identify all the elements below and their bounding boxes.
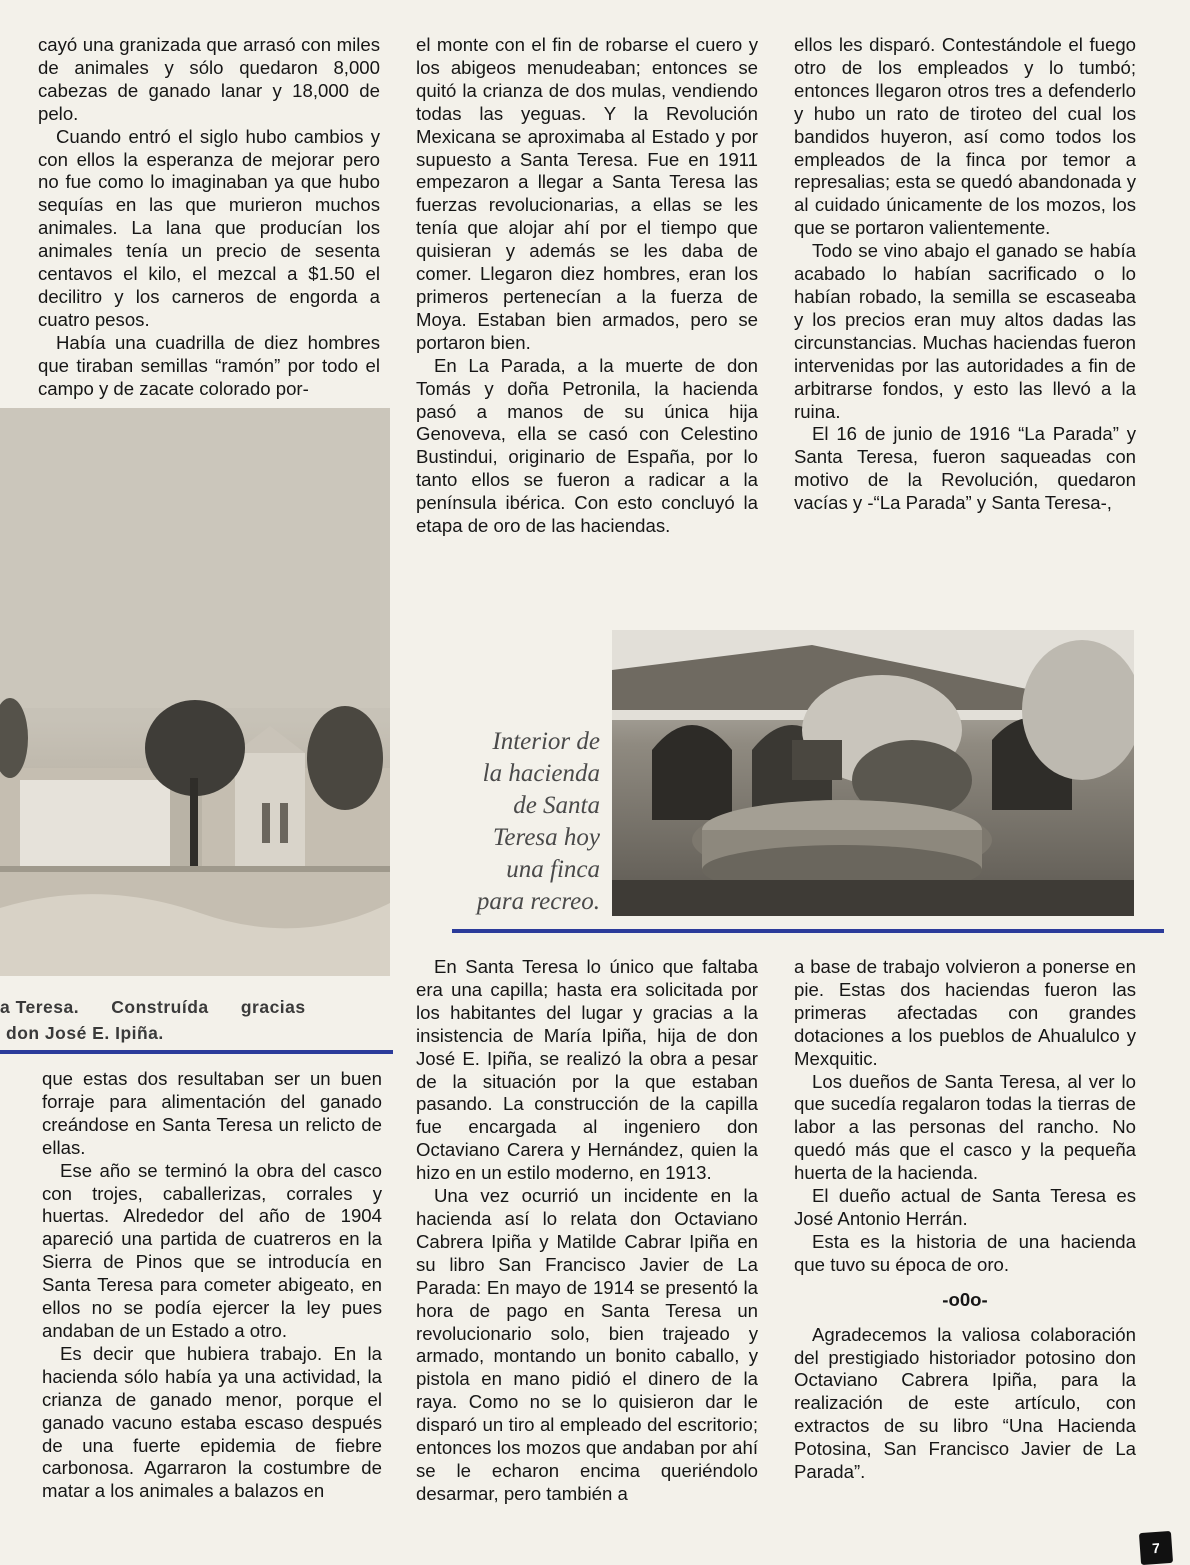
column-3-bottom bbox=[794, 956, 1136, 1484]
caption-line: Teresa hoy bbox=[492, 824, 600, 851]
paragraph: que estas dos resultaban ser un buen forraje para alimentación del ganado creándose en Santa Teresa un relicto de ellas. bbox=[42, 1068, 382, 1158]
paragraph: ellos les disparó. Contestándole el fuego otro de los empleados y lo tumbó; entonces llegaron otros tres a defenderlo y hubo un rato de tiroteo del cual los bandidos huyeron, así como todos los empleados de la finca por temor a represalias; esta se quedó abandonada y al cuidado únicamente de los mozos, los que se portaron valientemente. bbox=[794, 34, 1136, 239]
caption-word: gracias bbox=[240, 997, 306, 1017]
paragraph: Esta es la historia de una hacienda que tuvo su época de oro. bbox=[794, 1230, 1136, 1275]
paragraph: Había una cuadrilla de diez hombres que tiraban semillas “ramón” por todo el campo y de zacate colorado por- bbox=[38, 331, 380, 399]
acknowledgement-paragraph: Agradecemos la valiosa colaboración del prestigiado historiador potosino don Octaviano Cabrera Ipiña, para la realización de este artículo, con extractos de su libro “Una Hacienda Potosina, San Francisco Javier de La Parada”. bbox=[794, 1323, 1136, 1483]
caption-line bbox=[0, 994, 385, 1020]
paragraph: En La Parada, a la muerte de don Tomás y doña Petronila, la hacienda pasó a manos de su única hija Genoveva, ella se casó con Celestino Bustindui, originario de España, por lo tanto ellos se fueron a radicar a la península ibérica. Con esto concluyó la etapa de oro de las haciendas. bbox=[416, 354, 758, 537]
paragraph: El dueño actual de Santa Teresa es José Antonio Herrán. bbox=[794, 1185, 1136, 1229]
paragraph: cayó una granizada que arrasó con miles de animales y sólo quedaron 8,000 cabezas de ganado lanar y 18,000 de pelo. bbox=[38, 34, 380, 124]
paragraph: Cuando entró el siglo hubo cambios y con ellos la esperanza de mejorar pero no fue como lo imaginaban ya que hubo sequías en las que murieron muchos animales. La lana que producían los animales tenía un precio de sesenta centavos el kilo, el mezcal a $1.50 el decilitro y los carneros de engorda a cuatro pesos. bbox=[38, 125, 380, 330]
paragraph: a base de trabajo volvieron a ponerse en pie. Estas dos haciendas fueron las primeras afectadas con grandes dotaciones a los pueblos de Ahualulco y Mexquitic. bbox=[794, 956, 1136, 1069]
caption-line: la hacienda bbox=[482, 760, 600, 787]
exterior-photo-caption bbox=[0, 994, 385, 1046]
column-1-top bbox=[38, 34, 380, 401]
caption-line: de Santa bbox=[513, 792, 600, 819]
interior-photo-caption bbox=[440, 726, 600, 918]
caption-line: Interior de bbox=[492, 728, 600, 755]
courtyard-fountain-illustration bbox=[612, 630, 1134, 916]
caption-line: para recreo. bbox=[476, 888, 600, 915]
caption-word: a Teresa. bbox=[0, 997, 80, 1017]
hacienda-interior-photo bbox=[612, 630, 1134, 916]
caption-line: una finca bbox=[506, 856, 600, 883]
divider-rule bbox=[0, 1050, 393, 1054]
paragraph: En Santa Teresa lo único que faltaba era una capilla; hasta era solicitada por los habitantes del lugar y gracias a la insistencia de María Ipiña, hija de don José E. Ipiña, se realizó la obra a pesar de la situación por la que estaban pasando. La construcción de la capilla fue encargada al ingeniero don Octaviano Carera y Hernández, quien la hizo en un estilo moderno, en 1913. bbox=[416, 956, 758, 1184]
section-separator: -o0o- bbox=[942, 1288, 988, 1310]
paragraph: el monte con el fin de robarse el cuero y los abigeos menudeaban; entonces se quitó la crianza de dos mulas, vendiendo todas las yeguas. Y la Revolución Mexicana se aproximaba al Estado y por supuesto a Santa Teresa. Fue en 1911 empezaron a llegar a Santa Teresa las fuerzas revolucionarias, a ellas se les tenía que alojar ahí por el tiempo que quisieran y además se les daba de comer. Llegaron diez hombres, eran los primeros pertenecían a la fuerza de Moya. Estaban bien armados, pero se portaron bien. bbox=[416, 34, 758, 353]
paragraph: El 16 de junio de 1916 “La Parada” y Santa Teresa, fueron saqueadas con motivo de la Revolución, quedaron vacías y -“La Parada” y Santa Teresa-, bbox=[794, 423, 1136, 514]
paragraph: Todo se vino abajo el ganado se había acabado lo habían sacrificado o lo habían robado, la semilla se escaseaba y los precios eran muy altos dadas las circunstancias. Muchas haciendas fueron intervenidas por las autoridades a fin de arbitrarse fondos, y esto las llevó a la ruina. bbox=[794, 240, 1136, 422]
column-3-top bbox=[794, 34, 1136, 515]
column-1-bottom bbox=[42, 1068, 382, 1503]
paragraph: Es decir que hubiera trabajo. En la hacienda sólo había ya una actividad, la crianza de ganado menor, porque el ganado vacuno estaba escaso después de una fuerte epidemia de fiebre carbonosa. Agarraron la costumbre de matar a los animales a balazos en bbox=[42, 1342, 382, 1502]
divider-rule bbox=[452, 929, 1164, 933]
paragraph: Ese año se terminó la obra del casco con trojes, caballerizas, corrales y huertas. Alrededor del año de 1904 apareció una partida de cuatreros en la Sierra de Pinos que se introducía en Santa Teresa para cometer abigeato, en ellos no se podía ejercer la ley pues andaban de un Estado a otro. bbox=[42, 1159, 382, 1341]
page-number-badge: 7 bbox=[1139, 1531, 1173, 1565]
caption-line: don José E. Ipiña. bbox=[6, 1023, 164, 1043]
caption-word: Construída bbox=[111, 997, 209, 1017]
column-2-bottom bbox=[416, 956, 758, 1506]
paragraph: Los dueños de Santa Teresa, al ver lo que sucedía regalaron todas la tierras de labor a las personas del rancho. No quedó más que el casco y la pequeña huerta de la hacienda. bbox=[794, 1070, 1136, 1184]
column-2-top bbox=[416, 34, 758, 538]
hacienda-exterior-illustration bbox=[0, 408, 390, 976]
paragraph: Una vez ocurrió un incidente en la hacienda así lo relata don Octaviano Cabrera Ipiña y Matilde Cabrar Ipiña en su libro San Francisco Javier de La Parada: En mayo de 1914 se presentó la hora de pago en Santa Teresa un revolucionario solo, bien trajeado y armado, montando un bonito caballo, y pistola en mano pidió el dinero de la raya. Como no se lo quisieron dar le disparó un tiro al empleado del escritorio; entonces los mozos que andaban por ahí se le echaron encima queriéndolo desarmar, pero también a bbox=[416, 1185, 758, 1504]
hacienda-exterior-photo bbox=[0, 408, 390, 976]
